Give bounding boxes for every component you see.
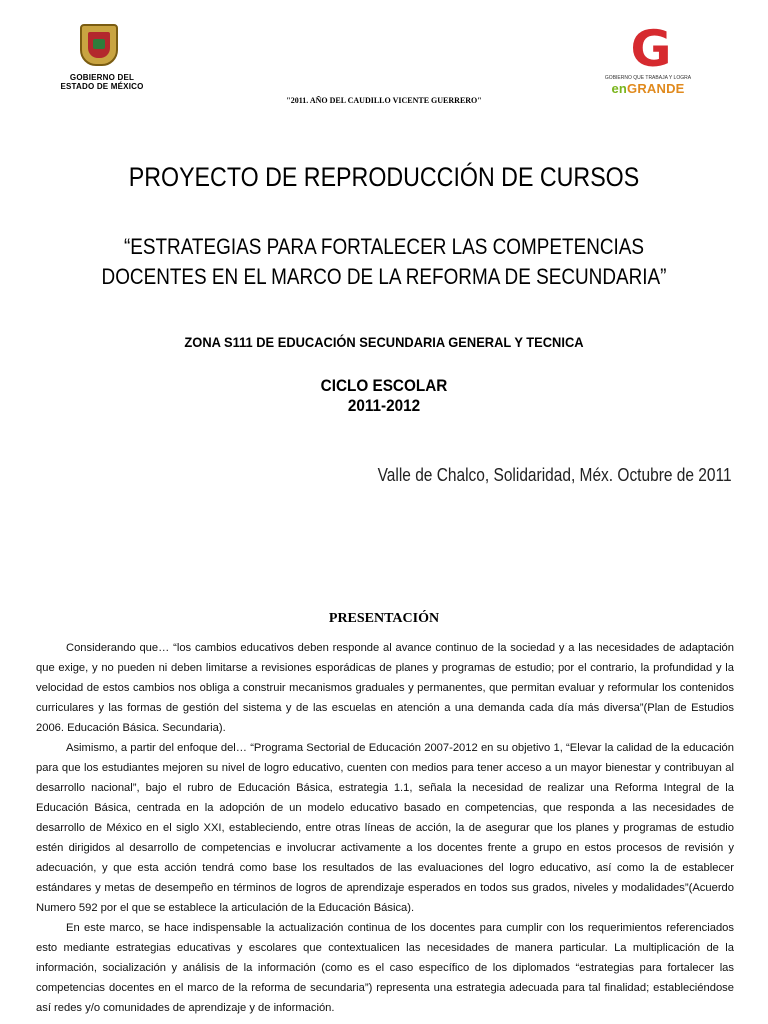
engrande-tagline: GOBIERNO QUE TRABAJA Y LOGRA <box>604 75 692 81</box>
coat-of-arms-icon <box>80 24 118 66</box>
gov-logo-line1: GOBIERNO DEL <box>69 73 135 82</box>
place-date: Valle de Chalco, Solidaridad, Méx. Octubre de 2011 <box>378 465 732 485</box>
engrande-wordmark: enGRANDE <box>611 81 685 96</box>
ciclo-years: 2011-2012 <box>347 396 421 415</box>
presentacion-heading: PRESENTACIÓN <box>328 611 440 626</box>
engrande-logo <box>598 20 698 98</box>
gov-logo-line2: ESTADO DE MÉXICO <box>60 82 144 91</box>
zona-heading: ZONA S111 DE EDUCACIÓN SECUNDARIA GENERAL Y TECNICA <box>184 334 584 350</box>
subtitle-line-1: “ESTRATEGIAS PARA FORTALECER LAS COMPETENCIAS <box>123 234 645 259</box>
ciclo-label: CICLO ESCOLAR <box>320 376 448 395</box>
paragraph: En este marco, se hace indispensable la actualización continua de los docentes para cumplir con los requerimientos referenciados esto mediante estrategias educativas y escolares que contextualicen las necesidades de manera particular. La multiplicación de la información, socialización y análisis de la información (como es el caso específico de los diplomados “estrategias para fortalecer las competencias docentes en el marco de la reforma de secundaria”) representa una estrategia adecuada para tal finalidad; estableciéndose así redes y/o comunidades de aprendizaje y de información. <box>36 922 734 1014</box>
year-motto: "2011. AÑO DEL CAUDILLO VICENTE GUERRERO" <box>286 96 482 105</box>
gobierno-estado-mexico-logo <box>52 22 152 94</box>
paragraph: Considerando que… “los cambios educativos deben responde al avance continuo de la sociedad y a las necesidades de adaptación que exige, y no pueden ni deben limitarse a revisiones esporádicas de planes y programas de estudio; por el contrario, la profundidad y la velocidad de estos cambios nos obliga a construir mecanismos graduales y permanentes, que permitan evaluar y reformular los contenidos curriculares y las formas de gestión del sistema y de las escuelas en atención a una demanda cada día más diversa”(Plan de Estudios 2006. Educación Básica. Secundaria). <box>36 642 734 734</box>
g-logo-icon: G <box>630 20 672 78</box>
subtitle-line-2: DOCENTES EN EL MARCO DE LA REFORMA DE SECUNDARIA” <box>101 264 667 289</box>
document-subtitle <box>54 232 714 292</box>
ciclo-escolar <box>38 376 729 416</box>
document-title: PROYECTO DE REPRODUCCIÓN DE CURSOS <box>128 162 640 192</box>
paragraph: Asimismo, a partir del enfoque del… “Programa Sectorial de Educación 2007-2012 en su objetivo 1, “Elevar la calidad de la educación para que los estudiantes mejoren su nivel de logro educativo, cuenten con medios para tener acceso a un mayor bienestar y contribuyan al desarrollo nacional”, bajo el rubro de Educación Básica, estrategia 1.1, señala la necesidad de realizar una Reforma Integral de la Educación Básica, centrada en la adopción de un modelo educativo basado en competencias, que responda a las necesidades de desarrollo de México en el siglo XXI, estableciendo, entre otras líneas de acción, la de asegurar que los planes y programas de estudio estén dirigidos al desarrollo de competencias e involucrar activamente a los docentes frente a grupo en estos procesos de revisión y adecuación, y que esta acción tendrá como base los resultados de las evaluaciones del logro educativo, así como la de establecer estándares y metas de desempeño en términos de logros de aprendizaje esperados en todos sus grados, niveles y modalidades”(Acuerdo Numero 592 por el que se establece la articulación de la Educación Básica). <box>36 742 734 914</box>
presentacion-body <box>36 638 734 1018</box>
